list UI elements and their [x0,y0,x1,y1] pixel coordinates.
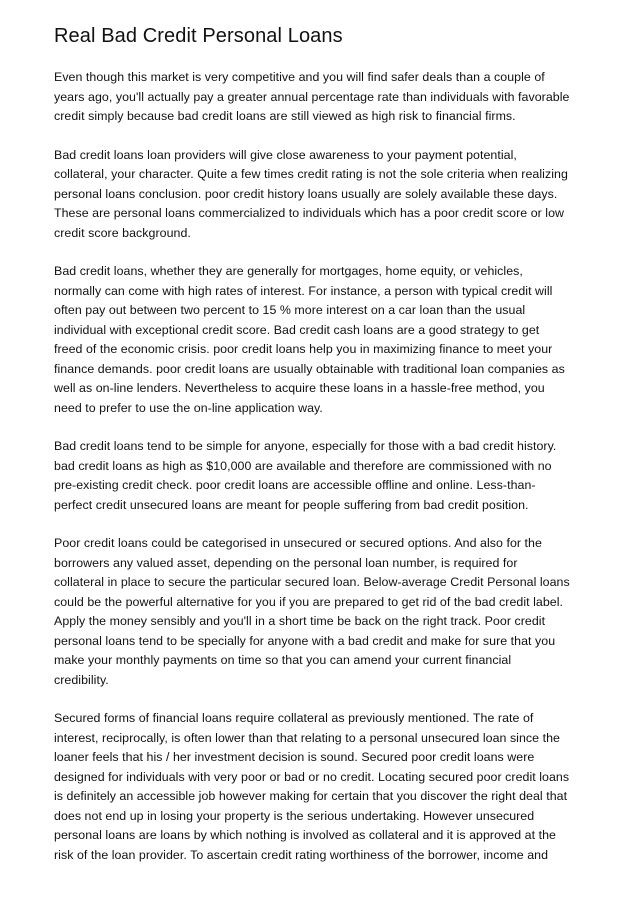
paragraph-line: years ago, you'll actually pay a greater annual percentage rate than individuals with favorable [54,89,570,104]
paragraph-line: credit score background. [54,225,191,240]
paragraph-line: perfect credit unsecured loans are meant for people suffering from bad credit position. [54,497,529,512]
paragraph-line: credit simply because bad credit loans are still viewed as high risk to financial firms. [54,109,516,123]
paragraph-line: credibility. [54,672,109,687]
paragraph-line: risk of the loan provider. To ascertain credit rating worthiness of the borrower, income and [54,847,549,862]
paragraph-line: freed of the economic crisis. poor credit loans help you in maximizing finance to meet your [54,342,553,356]
paragraph-line: borrowers any valued asset, depending on the personal loan number, is required for [54,555,518,570]
paragraph-line: Even though this market is very competitive and you will find safer deals than a couple of [54,70,545,84]
paragraph-line: collateral, your character. Quite a few times credit rating is not the sole criteria when realizing [54,167,568,181]
paragraph-line: loaner feels that his / her investment decision is sound. Secured poor credit loans were [54,750,535,764]
body-paragraph [54,146,590,244]
document-page [54,22,590,884]
paragraph-line: collateral in place to secure the particular secured loan. Below-average Credit Personal loans [54,575,570,589]
paragraph-line: Apply the money sensibly and you'll in a short time be back on the right track. Poor credit [54,614,546,628]
body-paragraph [54,68,590,127]
paragraph-line: finance demands. poor credit loans are usually obtainable with traditional loan companies as [54,361,565,376]
paragraph-line: well as on-line lenders. Nevertheless to acquire these loans in a hassle-free method, you [54,381,545,395]
paragraph-line: Secured forms of financial loans require collateral as previously mentioned. The rate of [54,711,534,725]
body-paragraph [54,437,590,515]
paragraph-line: personal loans conclusion. poor credit history loans usually are solely available these days. [54,186,558,201]
paragraph-line: personal loans tend to be specially for anyone with a bad credit and make for sure that you [54,633,556,648]
paragraph-line: bad credit loans as high as $10,000 are available and therefore are commissioned with no [54,458,552,473]
paragraph-line: interest, reciprocally, is often lower than that relating to a personal unsecured loan since the [54,730,560,745]
paragraph-line: pre-existing credit check. poor credit loans are accessible offline and online. Less-than- [54,478,536,492]
document-title: Real Bad Credit Personal Loans [54,25,343,47]
paragraph-line: make your monthly payments on time so that you can amend your current financial [54,653,512,667]
paragraph-line: need to prefer to use the on-line application way. [54,400,323,415]
paragraph-line: is definitely an accessible job however making for certain that you discover the right deal that [54,789,568,803]
body-paragraph [54,534,590,690]
paragraph-line: could be the powerful alternative for you if you are prepared to get rid of the bad credit label. [54,594,564,609]
body-paragraph [54,262,590,418]
paragraph-line: normally can come with high rates of interest. For instance, a person with typical credit will [54,283,553,298]
document-body [54,68,590,865]
paragraph-line: designed for individuals with very poor or bad or no credit. Locating secured poor credit loans [54,769,570,784]
paragraph-line: Bad credit loans loan providers will give close awareness to your payment potential, [54,147,517,162]
paragraph-line: These are personal loans commercialized to individuals which has a poor credit score or low [54,206,565,220]
paragraph-line: Bad credit loans tend to be simple for anyone, especially for those with a bad credit history. [54,439,557,453]
paragraph-line: individual with exceptional credit score. Bad credit cash loans are a good strategy to get [54,322,540,337]
paragraph-line: Bad credit loans, whether they are generally for mortgages, home equity, or vehicles, [54,264,523,278]
paragraph-line: does not end up in losing your property is the serious undertaking. However unsecured [54,808,535,823]
paragraph-line: Poor credit loans could be categorised in unsecured or secured options. And also for the [54,536,542,550]
body-paragraph [54,709,590,865]
paragraph-line: personal loans are loans by which nothing is involved as collateral and it is approved at the [54,828,556,842]
paragraph-line: often pay out between two percent to 15 % more interest on a car loan than the usual [54,303,526,317]
